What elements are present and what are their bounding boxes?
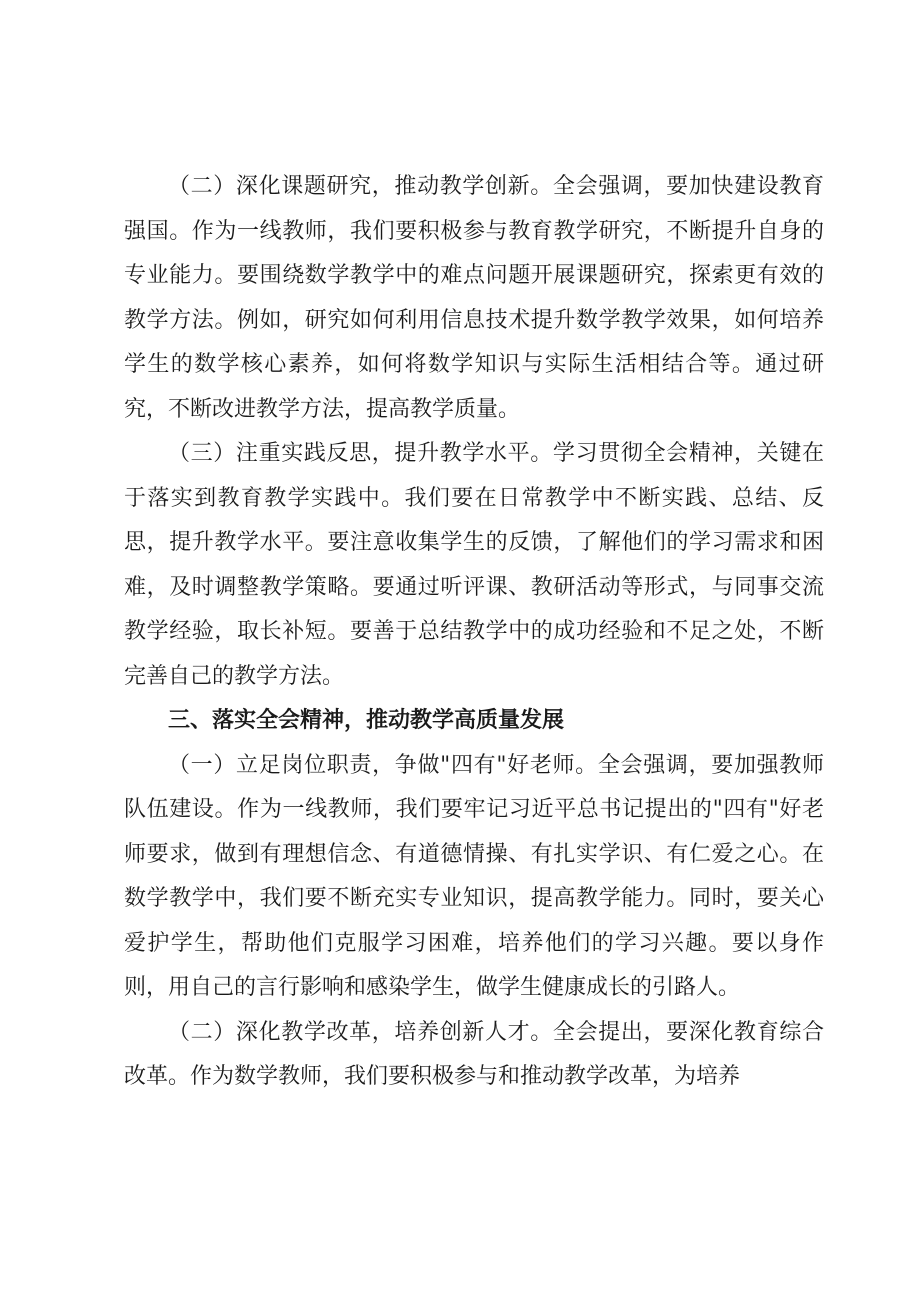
section-heading: 三、落实全会精神，推动教学高质量发展 [168,708,565,733]
document-body [124,165,824,1100]
paragraph-reform: （二）深化教学改革，培养创新人才。全会提出，要深化教育综合改革。作为数学教师，我们要积极参与和推动教学改革，为培养 [124,1019,824,1089]
paragraph-research: （二）深化课题研究，推动教学创新。全会强调，要加快建设教育强国。作为一线教师，我们要积极参与教育教学研究，不断提升自身的专业能力。要围绕数学教学中的难点问题开展课题研究，探索更有效的教学方法。例如，研究如何利用信息技术提升数学教学效果，如何培养学生的数学核心素养，如何将数学知识与实际生活相结合等。通过研究，不断改进教学方法，提高教学质量。 [124,174,824,422]
paragraph-teacher-duty: （一）立足岗位职责，争做"四有"好老师。全会强调，要加强教师队伍建设。作为一线教师，我们要牢记习近平总书记提出的"四有"好老师要求，做到有理想信念、有道德情操、有扎实学识、有仁爱之心。在数学教学中，我们要不断充实专业知识，提高教学能力。同时，要关心爱护学生，帮助他们克服学习困难，培养他们的学习兴趣。要以身作则，用自己的言行影响和感染学生，做学生健康成长的引路人。 [124,752,824,1000]
paragraph-practice: （三）注重实践反思，提升教学水平。学习贯彻全会精神，关键在于落实到教育教学实践中。我们要在日常教学中不断实践、总结、反思，提升教学水平。要注意收集学生的反馈，了解他们的学习需求和困难，及时调整教学策略。要通过听评课、教研活动等形式，与同事交流教学经验，取长补短。要善于总结教学中的成功经验和不足之处，不断完善自己的教学方法。 [124,441,824,689]
